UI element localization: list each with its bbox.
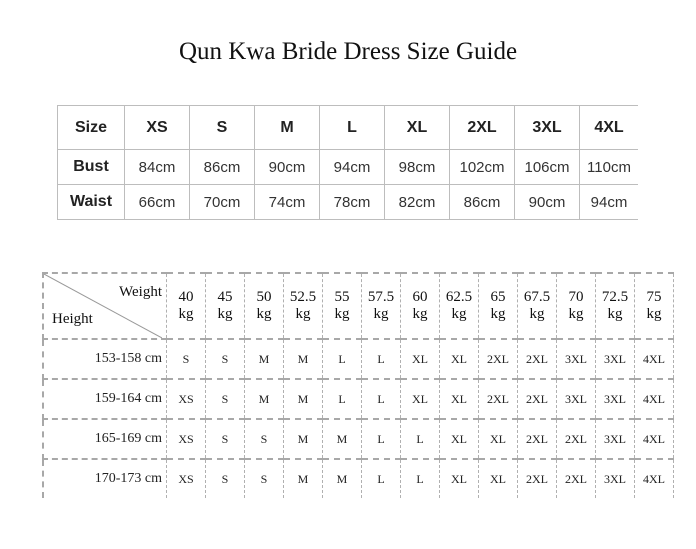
size-recommendation-cell: 2XL	[518, 339, 557, 379]
size-recommendation-cell: 2XL	[518, 459, 557, 498]
size-recommendation-cell: L	[362, 419, 401, 459]
weight-header-cell	[167, 273, 206, 339]
size-recommendation-cell: S	[206, 459, 245, 498]
size-table-cell: 110cm	[580, 150, 639, 185]
size-recommendation-cell: XS	[167, 459, 206, 498]
size-recommendation-cell: M	[323, 459, 362, 498]
weight-header-cell	[635, 273, 674, 339]
weight-value: 55	[334, 289, 350, 305]
size-recommendation-cell: L	[401, 459, 440, 498]
size-recommendation-cell: L	[362, 379, 401, 419]
size-table-cell: XL	[385, 106, 450, 150]
size-table-row-label: Bust	[58, 150, 125, 185]
size-table-cell: 90cm	[255, 150, 320, 185]
size-recommendation-cell: S	[206, 379, 245, 419]
weight-unit: kg	[568, 306, 584, 322]
weight-value: 52.5	[289, 289, 317, 305]
weight-header-cell	[479, 273, 518, 339]
weight-header-cell	[518, 273, 557, 339]
height-range-label: 153-158 cm	[43, 339, 167, 379]
size-table-cell: 84cm	[125, 150, 190, 185]
size-table-cell: 86cm	[450, 185, 515, 220]
size-recommendation-cell: XL	[440, 339, 479, 379]
size-recommendation-cell: M	[284, 459, 323, 498]
weight-header-row	[43, 273, 674, 339]
size-recommendation-cell: L	[323, 379, 362, 419]
weight-header-cell	[557, 273, 596, 339]
size-recommendation-cell: XS	[167, 419, 206, 459]
size-table-cell: 102cm	[450, 150, 515, 185]
size-recommendation-cell: M	[284, 339, 323, 379]
height-range-label: 159-164 cm	[43, 379, 167, 419]
page-title: Qun Kwa Bride Dress Size Guide	[178, 38, 518, 65]
size-recommendation-cell: L	[323, 339, 362, 379]
weight-value: 40	[178, 289, 194, 305]
weight-value: 75	[646, 289, 662, 305]
weight-value: 60	[412, 289, 428, 305]
weight-unit: kg	[334, 306, 350, 322]
weight-value: 65	[490, 289, 506, 305]
size-table-cell: 78cm	[320, 185, 385, 220]
weight-unit: kg	[490, 306, 506, 322]
size-recommendation-cell: 4XL	[635, 459, 674, 498]
size-table-cell: 94cm	[320, 150, 385, 185]
size-recommendation-cell: 3XL	[596, 339, 635, 379]
size-recommendation-cell: 3XL	[596, 419, 635, 459]
size-recommendation-cell: XS	[167, 379, 206, 419]
weight-unit: kg	[412, 306, 428, 322]
size-recommendation-cell: 2XL	[479, 339, 518, 379]
weight-unit: kg	[256, 306, 272, 322]
weight-header-cell	[323, 273, 362, 339]
weight-header-cell	[206, 273, 245, 339]
size-recommendation-cell: M	[323, 419, 362, 459]
size-table-cell: 74cm	[255, 185, 320, 220]
size-recommendation-cell: 3XL	[557, 379, 596, 419]
size-table-cell: 82cm	[385, 185, 450, 220]
size-table-cell: 106cm	[515, 150, 580, 185]
size-recommendation-cell: S	[245, 459, 284, 498]
size-recommendation-cell: 3XL	[596, 379, 635, 419]
size-table-cell: 90cm	[515, 185, 580, 220]
size-table-cell: 94cm	[580, 185, 639, 220]
size-recommendation-cell: 2XL	[557, 459, 596, 498]
size-recommendation-cell: L	[362, 459, 401, 498]
size-table-row	[58, 106, 639, 150]
weight-value: 67.5	[523, 289, 551, 305]
size-recommendation-cell: 4XL	[635, 419, 674, 459]
height-row	[43, 379, 674, 419]
size-recommendation-cell: XL	[479, 459, 518, 498]
weight-unit: kg	[646, 306, 662, 322]
weight-unit: kg	[217, 306, 233, 322]
size-table-cell: L	[320, 106, 385, 150]
size-table-row	[58, 150, 639, 185]
size-table-cell: S	[190, 106, 255, 150]
size-recommendation-cell: 4XL	[635, 379, 674, 419]
height-range-label: 170-173 cm	[43, 459, 167, 498]
weight-value: 72.5	[601, 289, 629, 305]
size-recommendation-cell: M	[245, 379, 284, 419]
size-recommendation-cell: S	[206, 339, 245, 379]
size-recommendation-cell: XL	[479, 419, 518, 459]
weight-header-cell	[245, 273, 284, 339]
size-recommendation-cell: M	[245, 339, 284, 379]
size-recommendation-cell: M	[284, 379, 323, 419]
size-table-row	[58, 185, 639, 220]
size-table-cell: 70cm	[190, 185, 255, 220]
weight-value: 50	[256, 289, 272, 305]
height-axis-label: Height	[52, 311, 93, 327]
size-table-cell: 3XL	[515, 106, 580, 150]
weight-header-cell	[440, 273, 479, 339]
weight-header-cell	[362, 273, 401, 339]
size-recommendation-cell: 2XL	[557, 419, 596, 459]
size-recommendation-cell: M	[284, 419, 323, 459]
weight-unit: kg	[373, 306, 389, 322]
size-recommendation-cell: XL	[401, 379, 440, 419]
size-table-cell: 4XL	[580, 106, 639, 150]
size-recommendation-cell: XL	[440, 459, 479, 498]
weight-header-cell	[284, 273, 323, 339]
height-row	[43, 459, 674, 498]
size-recommendation-cell: S	[206, 419, 245, 459]
size-recommendation-cell: XL	[440, 379, 479, 419]
weight-header-cell	[596, 273, 635, 339]
size-recommendation-cell: L	[362, 339, 401, 379]
height-row	[43, 419, 674, 459]
weight-axis-label: Weight	[119, 284, 162, 300]
corner-header-cell	[43, 273, 167, 339]
height-row	[43, 339, 674, 379]
size-table-row-label: Waist	[58, 185, 125, 220]
weight-unit: kg	[607, 306, 623, 322]
size-measurements-table	[57, 105, 638, 220]
weight-value: 70	[568, 289, 584, 305]
size-table-cell: XS	[125, 106, 190, 150]
size-table-cell: 86cm	[190, 150, 255, 185]
size-table-cell: 98cm	[385, 150, 450, 185]
size-recommendation-cell: 3XL	[557, 339, 596, 379]
weight-header-cell	[401, 273, 440, 339]
size-table-cell: M	[255, 106, 320, 150]
size-recommendation-cell: XL	[401, 339, 440, 379]
size-recommendation-cell: XL	[440, 419, 479, 459]
weight-unit: kg	[178, 306, 194, 322]
size-recommendation-cell: L	[401, 419, 440, 459]
size-recommendation-cell: 3XL	[596, 459, 635, 498]
size-recommendation-cell: S	[167, 339, 206, 379]
weight-unit: kg	[451, 306, 467, 322]
weight-unit: kg	[529, 306, 545, 322]
size-table-cell: 66cm	[125, 185, 190, 220]
height-range-label: 165-169 cm	[43, 419, 167, 459]
size-table-row-label: Size	[58, 106, 125, 150]
size-recommendation-cell: S	[245, 419, 284, 459]
size-recommendation-cell: 4XL	[635, 339, 674, 379]
weight-height-size-table	[42, 272, 674, 498]
size-recommendation-cell: 2XL	[479, 379, 518, 419]
weight-unit: kg	[295, 306, 311, 322]
size-recommendation-cell: 2XL	[518, 379, 557, 419]
size-recommendation-cell: 2XL	[518, 419, 557, 459]
weight-value: 62.5	[445, 289, 473, 305]
size-table-cell: 2XL	[450, 106, 515, 150]
weight-value: 57.5	[367, 289, 395, 305]
weight-value: 45	[217, 289, 233, 305]
